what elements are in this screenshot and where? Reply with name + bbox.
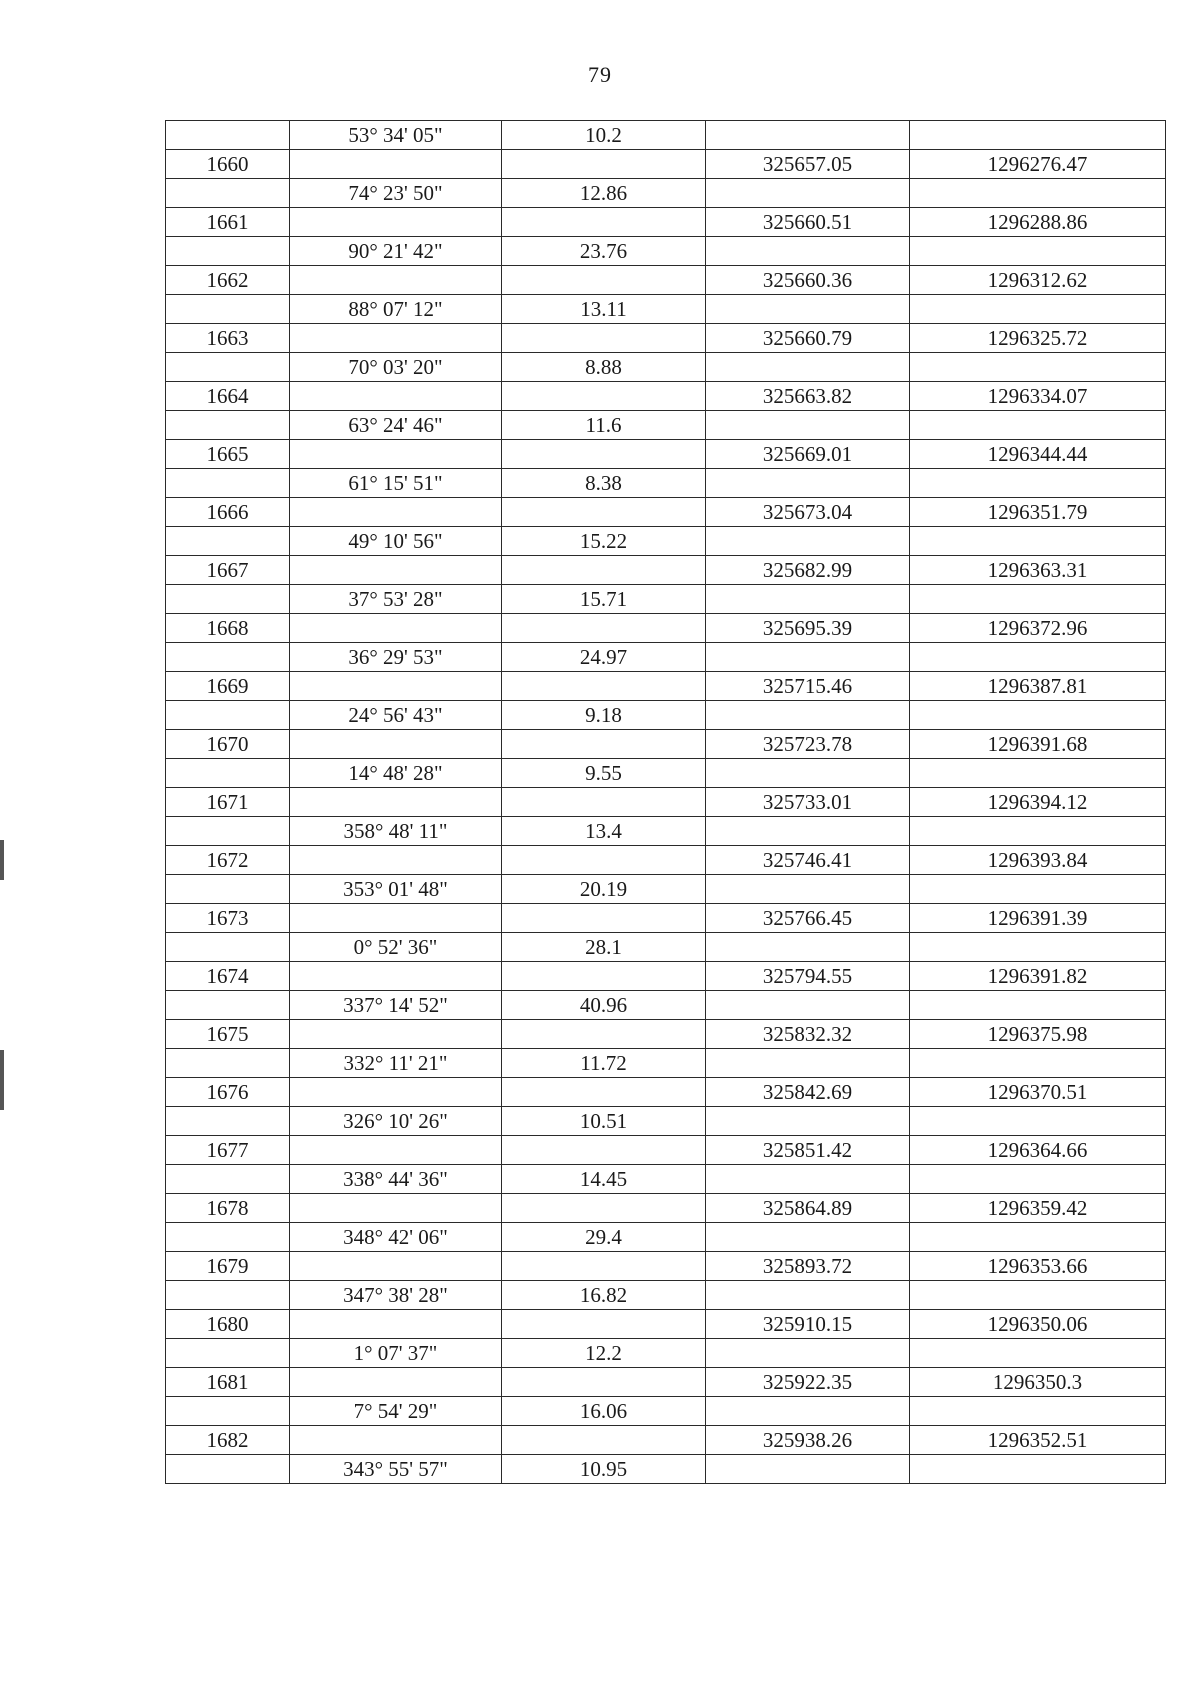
northing-cell: 325660.79 (706, 324, 910, 353)
bearing-cell: 61° 15' 51" (290, 469, 502, 498)
course-row (166, 1223, 1166, 1252)
easting-cell: 1296350.06 (910, 1310, 1166, 1339)
northing-cell-empty (706, 527, 910, 556)
station-row (166, 150, 1166, 179)
bearing-cell: 14° 48' 28" (290, 759, 502, 788)
station-row (166, 1194, 1166, 1223)
easting-cell: 1296375.98 (910, 1020, 1166, 1049)
northing-cell-empty (706, 991, 910, 1020)
distance-cell-empty (502, 672, 706, 701)
easting-cell-empty (910, 411, 1166, 440)
course-row (166, 759, 1166, 788)
course-row (166, 1049, 1166, 1078)
station-row (166, 962, 1166, 991)
station-id-cell: 1668 (166, 614, 290, 643)
northing-cell-empty (706, 237, 910, 266)
station-id-cell: 1671 (166, 788, 290, 817)
distance-cell: 20.19 (502, 875, 706, 904)
distance-cell: 23.76 (502, 237, 706, 266)
easting-cell-empty (910, 759, 1166, 788)
northing-cell-empty (706, 875, 910, 904)
course-row (166, 875, 1166, 904)
easting-cell-empty (910, 1165, 1166, 1194)
distance-cell: 28.1 (502, 933, 706, 962)
easting-cell-empty (910, 933, 1166, 962)
bearing-cell-empty (290, 1310, 502, 1339)
bearing-cell: 358° 48' 11" (290, 817, 502, 846)
northing-cell-empty (706, 1281, 910, 1310)
northing-cell: 325832.32 (706, 1020, 910, 1049)
distance-cell: 10.51 (502, 1107, 706, 1136)
northing-cell-empty (706, 469, 910, 498)
survey-table (165, 120, 1166, 1484)
bearing-cell-empty (290, 730, 502, 759)
easting-cell-empty (910, 527, 1166, 556)
easting-cell-empty (910, 643, 1166, 672)
station-id-cell-empty (166, 759, 290, 788)
northing-cell-empty (706, 411, 910, 440)
station-id-cell-empty (166, 817, 290, 846)
station-id-cell: 1664 (166, 382, 290, 411)
distance-cell: 10.2 (502, 121, 706, 150)
easting-cell: 1296363.31 (910, 556, 1166, 585)
distance-cell-empty (502, 846, 706, 875)
station-row (166, 1078, 1166, 1107)
bearing-cell-empty (290, 150, 502, 179)
station-id-cell-empty (166, 1281, 290, 1310)
northing-cell: 325922.35 (706, 1368, 910, 1397)
course-row (166, 1397, 1166, 1426)
station-id-cell-empty (166, 875, 290, 904)
distance-cell: 11.6 (502, 411, 706, 440)
station-id-cell-empty (166, 643, 290, 672)
bearing-cell: 63° 24' 46" (290, 411, 502, 440)
northing-cell: 325893.72 (706, 1252, 910, 1281)
course-row (166, 295, 1166, 324)
easting-cell: 1296394.12 (910, 788, 1166, 817)
distance-cell: 15.71 (502, 585, 706, 614)
distance-cell-empty (502, 614, 706, 643)
northing-cell-empty (706, 643, 910, 672)
northing-cell-empty (706, 1165, 910, 1194)
distance-cell: 10.95 (502, 1455, 706, 1484)
northing-cell: 325733.01 (706, 788, 910, 817)
distance-cell: 9.55 (502, 759, 706, 788)
station-id-cell: 1675 (166, 1020, 290, 1049)
course-row (166, 933, 1166, 962)
bearing-cell-empty (290, 1136, 502, 1165)
course-row (166, 585, 1166, 614)
bearing-cell: 338° 44' 36" (290, 1165, 502, 1194)
easting-cell-empty (910, 991, 1166, 1020)
easting-cell: 1296364.66 (910, 1136, 1166, 1165)
station-row (166, 1252, 1166, 1281)
distance-cell-empty (502, 730, 706, 759)
easting-cell: 1296391.82 (910, 962, 1166, 991)
northing-cell-empty (706, 295, 910, 324)
easting-cell-empty (910, 1455, 1166, 1484)
station-id-cell-empty (166, 933, 290, 962)
northing-cell-empty (706, 1397, 910, 1426)
easting-cell: 1296312.62 (910, 266, 1166, 295)
course-row (166, 1455, 1166, 1484)
station-id-cell: 1666 (166, 498, 290, 527)
station-id-cell-empty (166, 527, 290, 556)
northing-cell-empty (706, 1339, 910, 1368)
easting-cell: 1296372.96 (910, 614, 1166, 643)
bearing-cell-empty (290, 1020, 502, 1049)
bearing-cell: 24° 56' 43" (290, 701, 502, 730)
distance-cell: 24.97 (502, 643, 706, 672)
course-row (166, 701, 1166, 730)
distance-cell-empty (502, 1310, 706, 1339)
survey-table-container (165, 120, 1165, 1484)
station-id-cell-empty (166, 701, 290, 730)
scan-edge-mark (0, 840, 4, 880)
easting-cell: 1296391.68 (910, 730, 1166, 759)
distance-cell-empty (502, 440, 706, 469)
easting-cell: 1296334.07 (910, 382, 1166, 411)
station-row (166, 440, 1166, 469)
distance-cell-empty (502, 1426, 706, 1455)
bearing-cell-empty (290, 1368, 502, 1397)
bearing-cell-empty (290, 614, 502, 643)
easting-cell: 1296352.51 (910, 1426, 1166, 1455)
easting-cell-empty (910, 1397, 1166, 1426)
northing-cell: 325746.41 (706, 846, 910, 875)
easting-cell: 1296325.72 (910, 324, 1166, 353)
easting-cell: 1296344.44 (910, 440, 1166, 469)
station-row (166, 324, 1166, 353)
station-id-cell: 1677 (166, 1136, 290, 1165)
station-row (166, 904, 1166, 933)
easting-cell-empty (910, 1339, 1166, 1368)
northing-cell-empty (706, 1455, 910, 1484)
station-id-cell-empty (166, 237, 290, 266)
distance-cell-empty (502, 962, 706, 991)
bearing-cell-empty (290, 440, 502, 469)
easting-cell-empty (910, 1107, 1166, 1136)
northing-cell: 325657.05 (706, 150, 910, 179)
station-row (166, 556, 1166, 585)
bearing-cell-empty (290, 324, 502, 353)
bearing-cell-empty (290, 904, 502, 933)
station-id-cell: 1669 (166, 672, 290, 701)
station-id-cell: 1665 (166, 440, 290, 469)
station-row (166, 672, 1166, 701)
station-id-cell: 1663 (166, 324, 290, 353)
easting-cell: 1296351.79 (910, 498, 1166, 527)
station-id-cell-empty (166, 991, 290, 1020)
distance-cell-empty (502, 498, 706, 527)
station-id-cell: 1662 (166, 266, 290, 295)
course-row (166, 1281, 1166, 1310)
station-id-cell-empty (166, 469, 290, 498)
northing-cell: 325794.55 (706, 962, 910, 991)
station-id-cell-empty (166, 1049, 290, 1078)
bearing-cell: 348° 42' 06" (290, 1223, 502, 1252)
northing-cell: 325715.46 (706, 672, 910, 701)
distance-cell: 13.4 (502, 817, 706, 846)
distance-cell-empty (502, 324, 706, 353)
station-id-cell: 1681 (166, 1368, 290, 1397)
station-row (166, 614, 1166, 643)
station-row (166, 846, 1166, 875)
course-row (166, 1339, 1166, 1368)
northing-cell: 325660.36 (706, 266, 910, 295)
bearing-cell: 347° 38' 28" (290, 1281, 502, 1310)
distance-cell: 40.96 (502, 991, 706, 1020)
easting-cell: 1296276.47 (910, 150, 1166, 179)
course-row (166, 179, 1166, 208)
station-row (166, 1368, 1166, 1397)
station-id-cell-empty (166, 411, 290, 440)
station-id-cell: 1674 (166, 962, 290, 991)
bearing-cell: 326° 10' 26" (290, 1107, 502, 1136)
distance-cell: 16.06 (502, 1397, 706, 1426)
northing-cell: 325723.78 (706, 730, 910, 759)
course-row (166, 1165, 1166, 1194)
northing-cell-empty (706, 353, 910, 382)
easting-cell: 1296393.84 (910, 846, 1166, 875)
station-id-cell-empty (166, 1107, 290, 1136)
course-row (166, 817, 1166, 846)
northing-cell-empty (706, 585, 910, 614)
bearing-cell-empty (290, 208, 502, 237)
scan-edge-mark (0, 1050, 4, 1110)
northing-cell: 325695.39 (706, 614, 910, 643)
distance-cell-empty (502, 208, 706, 237)
station-id-cell: 1661 (166, 208, 290, 237)
bearing-cell-empty (290, 672, 502, 701)
distance-cell: 11.72 (502, 1049, 706, 1078)
station-row (166, 266, 1166, 295)
station-id-cell: 1660 (166, 150, 290, 179)
station-row (166, 788, 1166, 817)
easting-cell-empty (910, 237, 1166, 266)
station-id-cell-empty (166, 585, 290, 614)
northing-cell-empty (706, 933, 910, 962)
bearing-cell: 7° 54' 29" (290, 1397, 502, 1426)
easting-cell: 1296288.86 (910, 208, 1166, 237)
distance-cell-empty (502, 1368, 706, 1397)
bearing-cell: 337° 14' 52" (290, 991, 502, 1020)
distance-cell: 8.88 (502, 353, 706, 382)
station-id-cell-empty (166, 1339, 290, 1368)
northing-cell-empty (706, 701, 910, 730)
distance-cell-empty (502, 1194, 706, 1223)
easting-cell-empty (910, 817, 1166, 846)
bearing-cell: 74° 23' 50" (290, 179, 502, 208)
northing-cell: 325766.45 (706, 904, 910, 933)
northing-cell: 325864.89 (706, 1194, 910, 1223)
distance-cell-empty (502, 1252, 706, 1281)
bearing-cell-empty (290, 846, 502, 875)
distance-cell: 15.22 (502, 527, 706, 556)
station-row (166, 1310, 1166, 1339)
distance-cell-empty (502, 266, 706, 295)
easting-cell-empty (910, 1281, 1166, 1310)
course-row (166, 991, 1166, 1020)
distance-cell-empty (502, 788, 706, 817)
bearing-cell: 36° 29' 53" (290, 643, 502, 672)
station-id-cell: 1679 (166, 1252, 290, 1281)
station-id-cell-empty (166, 353, 290, 382)
northing-cell-empty (706, 121, 910, 150)
bearing-cell: 88° 07' 12" (290, 295, 502, 324)
bearing-cell-empty (290, 556, 502, 585)
bearing-cell-empty (290, 1252, 502, 1281)
easting-cell-empty (910, 295, 1166, 324)
bearing-cell: 1° 07' 37" (290, 1339, 502, 1368)
distance-cell: 13.11 (502, 295, 706, 324)
station-row (166, 208, 1166, 237)
easting-cell: 1296350.3 (910, 1368, 1166, 1397)
course-row (166, 643, 1166, 672)
distance-cell: 9.18 (502, 701, 706, 730)
northing-cell: 325938.26 (706, 1426, 910, 1455)
northing-cell: 325660.51 (706, 208, 910, 237)
northing-cell: 325910.15 (706, 1310, 910, 1339)
easting-cell-empty (910, 353, 1166, 382)
bearing-cell: 70° 03' 20" (290, 353, 502, 382)
distance-cell: 16.82 (502, 1281, 706, 1310)
station-row (166, 1136, 1166, 1165)
distance-cell: 29.4 (502, 1223, 706, 1252)
bearing-cell-empty (290, 1426, 502, 1455)
bearing-cell-empty (290, 1078, 502, 1107)
bearing-cell: 90° 21' 42" (290, 237, 502, 266)
easting-cell-empty (910, 179, 1166, 208)
easting-cell-empty (910, 701, 1166, 730)
northing-cell: 325673.04 (706, 498, 910, 527)
distance-cell-empty (502, 1020, 706, 1049)
course-row (166, 237, 1166, 266)
bearing-cell-empty (290, 382, 502, 411)
distance-cell: 14.45 (502, 1165, 706, 1194)
bearing-cell-empty (290, 1194, 502, 1223)
bearing-cell: 37° 53' 28" (290, 585, 502, 614)
course-row (166, 121, 1166, 150)
course-row (166, 411, 1166, 440)
distance-cell: 12.2 (502, 1339, 706, 1368)
station-id-cell-empty (166, 179, 290, 208)
northing-cell-empty (706, 1107, 910, 1136)
bearing-cell: 53° 34' 05" (290, 121, 502, 150)
course-row (166, 1107, 1166, 1136)
distance-cell-empty (502, 382, 706, 411)
bearing-cell: 0° 52' 36" (290, 933, 502, 962)
course-row (166, 353, 1166, 382)
station-id-cell-empty (166, 121, 290, 150)
northing-cell: 325669.01 (706, 440, 910, 469)
distance-cell-empty (502, 1078, 706, 1107)
station-id-cell: 1667 (166, 556, 290, 585)
distance-cell: 12.86 (502, 179, 706, 208)
station-row (166, 730, 1166, 759)
bearing-cell-empty (290, 498, 502, 527)
easting-cell: 1296387.81 (910, 672, 1166, 701)
distance-cell-empty (502, 1136, 706, 1165)
northing-cell-empty (706, 179, 910, 208)
northing-cell-empty (706, 1223, 910, 1252)
station-id-cell-empty (166, 1223, 290, 1252)
station-row (166, 498, 1166, 527)
course-row (166, 527, 1166, 556)
easting-cell: 1296370.51 (910, 1078, 1166, 1107)
northing-cell: 325682.99 (706, 556, 910, 585)
course-row (166, 469, 1166, 498)
northing-cell-empty (706, 1049, 910, 1078)
station-row (166, 382, 1166, 411)
bearing-cell: 332° 11' 21" (290, 1049, 502, 1078)
easting-cell: 1296359.42 (910, 1194, 1166, 1223)
station-id-cell-empty (166, 1455, 290, 1484)
station-id-cell: 1676 (166, 1078, 290, 1107)
bearing-cell-empty (290, 962, 502, 991)
bearing-cell: 343° 55' 57" (290, 1455, 502, 1484)
easting-cell-empty (910, 875, 1166, 904)
station-id-cell: 1682 (166, 1426, 290, 1455)
bearing-cell-empty (290, 266, 502, 295)
northing-cell: 325842.69 (706, 1078, 910, 1107)
bearing-cell-empty (290, 788, 502, 817)
station-id-cell: 1673 (166, 904, 290, 933)
northing-cell: 325851.42 (706, 1136, 910, 1165)
easting-cell-empty (910, 121, 1166, 150)
distance-cell-empty (502, 556, 706, 585)
station-id-cell: 1680 (166, 1310, 290, 1339)
easting-cell: 1296391.39 (910, 904, 1166, 933)
easting-cell-empty (910, 469, 1166, 498)
easting-cell-empty (910, 585, 1166, 614)
survey-table-body (166, 121, 1166, 1484)
station-id-cell: 1678 (166, 1194, 290, 1223)
easting-cell-empty (910, 1223, 1166, 1252)
bearing-cell: 49° 10' 56" (290, 527, 502, 556)
distance-cell-empty (502, 150, 706, 179)
station-id-cell-empty (166, 1165, 290, 1194)
station-row (166, 1426, 1166, 1455)
northing-cell: 325663.82 (706, 382, 910, 411)
northing-cell-empty (706, 759, 910, 788)
station-id-cell-empty (166, 1397, 290, 1426)
distance-cell: 8.38 (502, 469, 706, 498)
easting-cell-empty (910, 1049, 1166, 1078)
station-row (166, 1020, 1166, 1049)
northing-cell-empty (706, 817, 910, 846)
page-number: 79 (588, 62, 612, 87)
easting-cell: 1296353.66 (910, 1252, 1166, 1281)
bearing-cell: 353° 01' 48" (290, 875, 502, 904)
station-id-cell-empty (166, 295, 290, 324)
station-id-cell: 1672 (166, 846, 290, 875)
station-id-cell: 1670 (166, 730, 290, 759)
distance-cell-empty (502, 904, 706, 933)
